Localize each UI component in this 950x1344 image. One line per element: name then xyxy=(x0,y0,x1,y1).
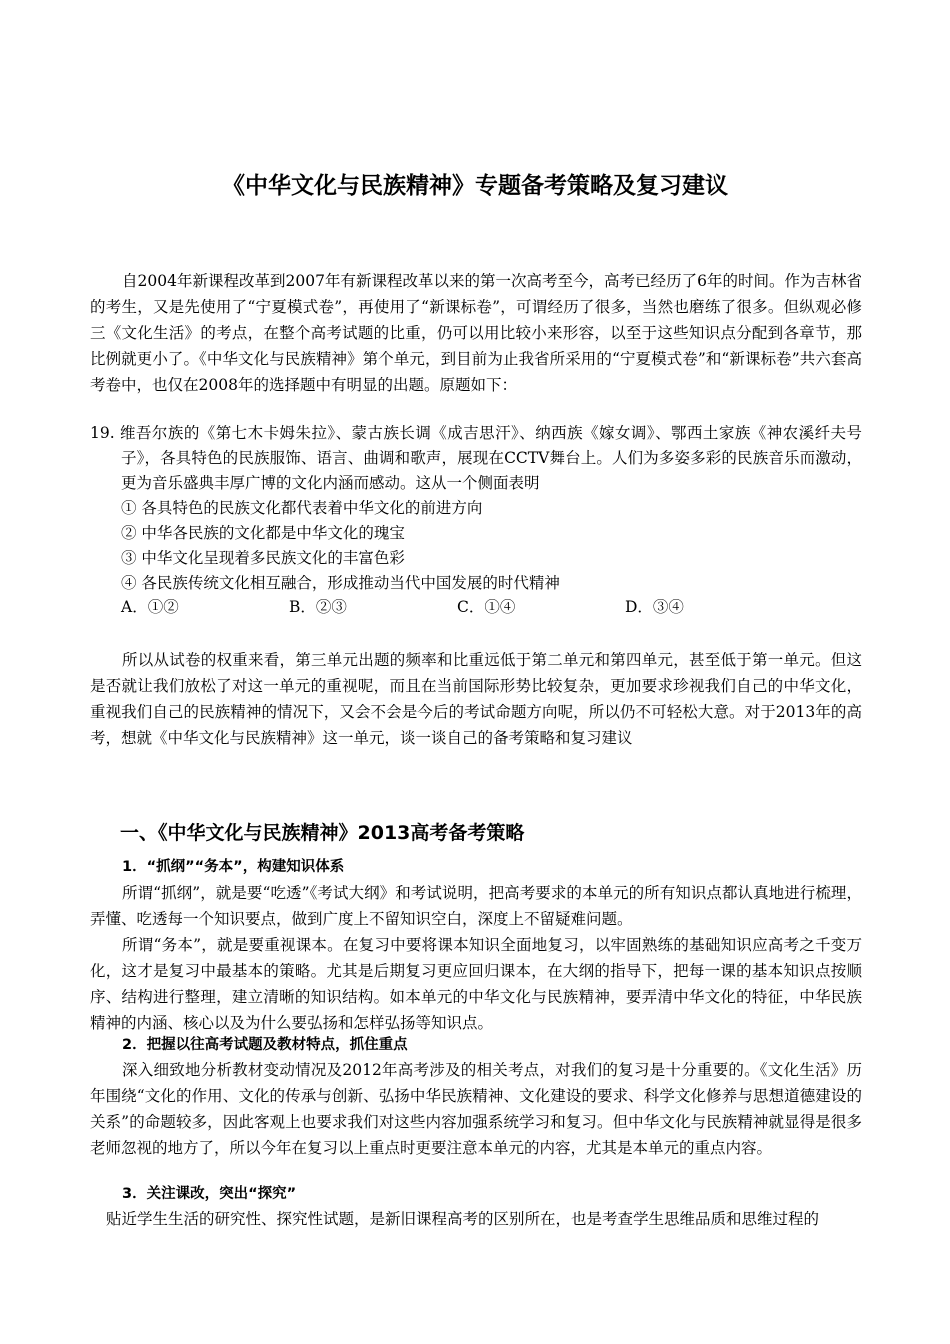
analysis-paragraph: 所以从试卷的权重来看，第三单元出题的频率和比重远低于第二单元和第四单元，甚至低于第一单元。但这是否就让我们放松了对这一单元的重视呢，而且在当前国际形势比较复杂，更加要求珍视我们自己的中华文化，重视我们自己的民族精神的情况下，又会不会是今后的考试命题方向呢，所以仍不可轻松大意。对于2013年的高考，想就《中华文化与民族精神》这一单元，谈一谈自己的备考策略和复习建议 xyxy=(90,651,862,747)
question-option: ① 各具特色的民族文化都代表着中华文化的前进方向 xyxy=(121,499,483,517)
choice-d: D．③④ xyxy=(625,598,684,616)
subsection-3-paragraph-1: 贴近学生生活的研究性、探究性试题，是新旧课程高考的区别所在，也是考查学生思维品质和思维过程的 xyxy=(106,1210,820,1228)
question-option: ④ 各民族传统文化相互融合，形成推动当代中国发展的时代精神 xyxy=(121,574,560,592)
document-title: 《中华文化与民族精神》专题备考策略及复习建议 xyxy=(222,173,728,200)
choice-a: A．①② xyxy=(121,598,179,616)
subsection-heading-2: 2．把握以往高考试题及教材特点，抓住重点 xyxy=(122,1037,408,1053)
exam-question xyxy=(90,421,862,596)
question-option: ② 中华各民族的文化都是中华文化的瑰宝 xyxy=(121,524,405,542)
question-option: ③ 中华文化呈现着多民族文化的丰富色彩 xyxy=(121,549,405,567)
question-stem: 19. 维吾尔族的《第七木卡姆朱拉》、蒙古族长调《成吉思汗》、纳西族《嫁女调》、鄂西土家族《神农溪纤夫号子》，各具特色的民族服饰、语言、曲调和歌声，展现在CCTV舞台上。人们为多姿多彩的民族音乐而激动，更为音乐盛典丰厚广博的文化内涵而感动。这从一个侧面表明 xyxy=(90,424,862,492)
intro-paragraph: 自2004年新课程改革到2007年有新课程改革以来的第一次高考至今，高考已经历了6年的时间。作为吉林省的考生，又是先使用了“宁夏模式卷”，再使用了“新课标卷”，可谓经历了很多，当然也磨练了很多。但纵观必修三《文化生活》的考点，在整个高考试题的比重，仍可以用比较小来形容，以至于这些知识点分配到各章节，那比例就更小了。《中华文化与民族精神》第个单元，到目前为止我省所采用的“宁夏模式卷”和“新课标卷”共六套高考卷中，也仅在2008年的选择题中有明显的出题。原题如下： xyxy=(90,272,862,394)
choice-c: C．①④ xyxy=(457,598,516,616)
subsection-heading-1: 1．“抓纲”“务本”，构建知识体系 xyxy=(122,859,345,875)
choice-b: B．②③ xyxy=(289,598,347,616)
subsection-heading-3: 3．关注课改，突出“探究” xyxy=(122,1186,297,1202)
subsection-2-paragraph-1: 深入细致地分析教材变动情况及2012年高考涉及的相关考点，对我们的复习是十分重要的。《文化生活》历年围绕“文化的作用、文化的传承与创新、弘扬中华民族精神、文化建设的要求、科学文化修养与思想道德建设的关系”的命题较多，因此客观上也要求我们对这些内容加强系统学习和复习。但中华文化与民族精神就显得是很多老师忽视的地方了，所以今年在复习以上重点时更要注意本单元的内容，尤其是本单元的重点内容。 xyxy=(90,1061,862,1157)
subsection-1-paragraph-1: 所谓“抓纲”，就是要“吃透”《考试大纲》和考试说明，把高考要求的本单元的所有知识点都认真地进行梳理，弄懂、吃透每一个知识要点，做到广度上不留知识空白，深度上不留疑难问题。 xyxy=(90,884,862,928)
section-heading: 一、《中华文化与民族精神》2013高考备考策略 xyxy=(120,822,525,844)
subsection-1-paragraph-2: 所谓“务本”，就是要重视课本。在复习中要将课本知识全面地复习，以牢固熟练的基础知识应高考之千变万化，这才是复习中最基本的策略。尤其是后期复习更应回归课本，在大纲的指导下，把每一课的基本知识点按顺序、结构进行整理，建立清晰的知识结构。如本单元的中华文化与民族精神，要弄清中华文化的特征，中华民族精神的内涵、核心以及为什么要弘扬和怎样弘扬等知识点。 xyxy=(90,936,862,1032)
